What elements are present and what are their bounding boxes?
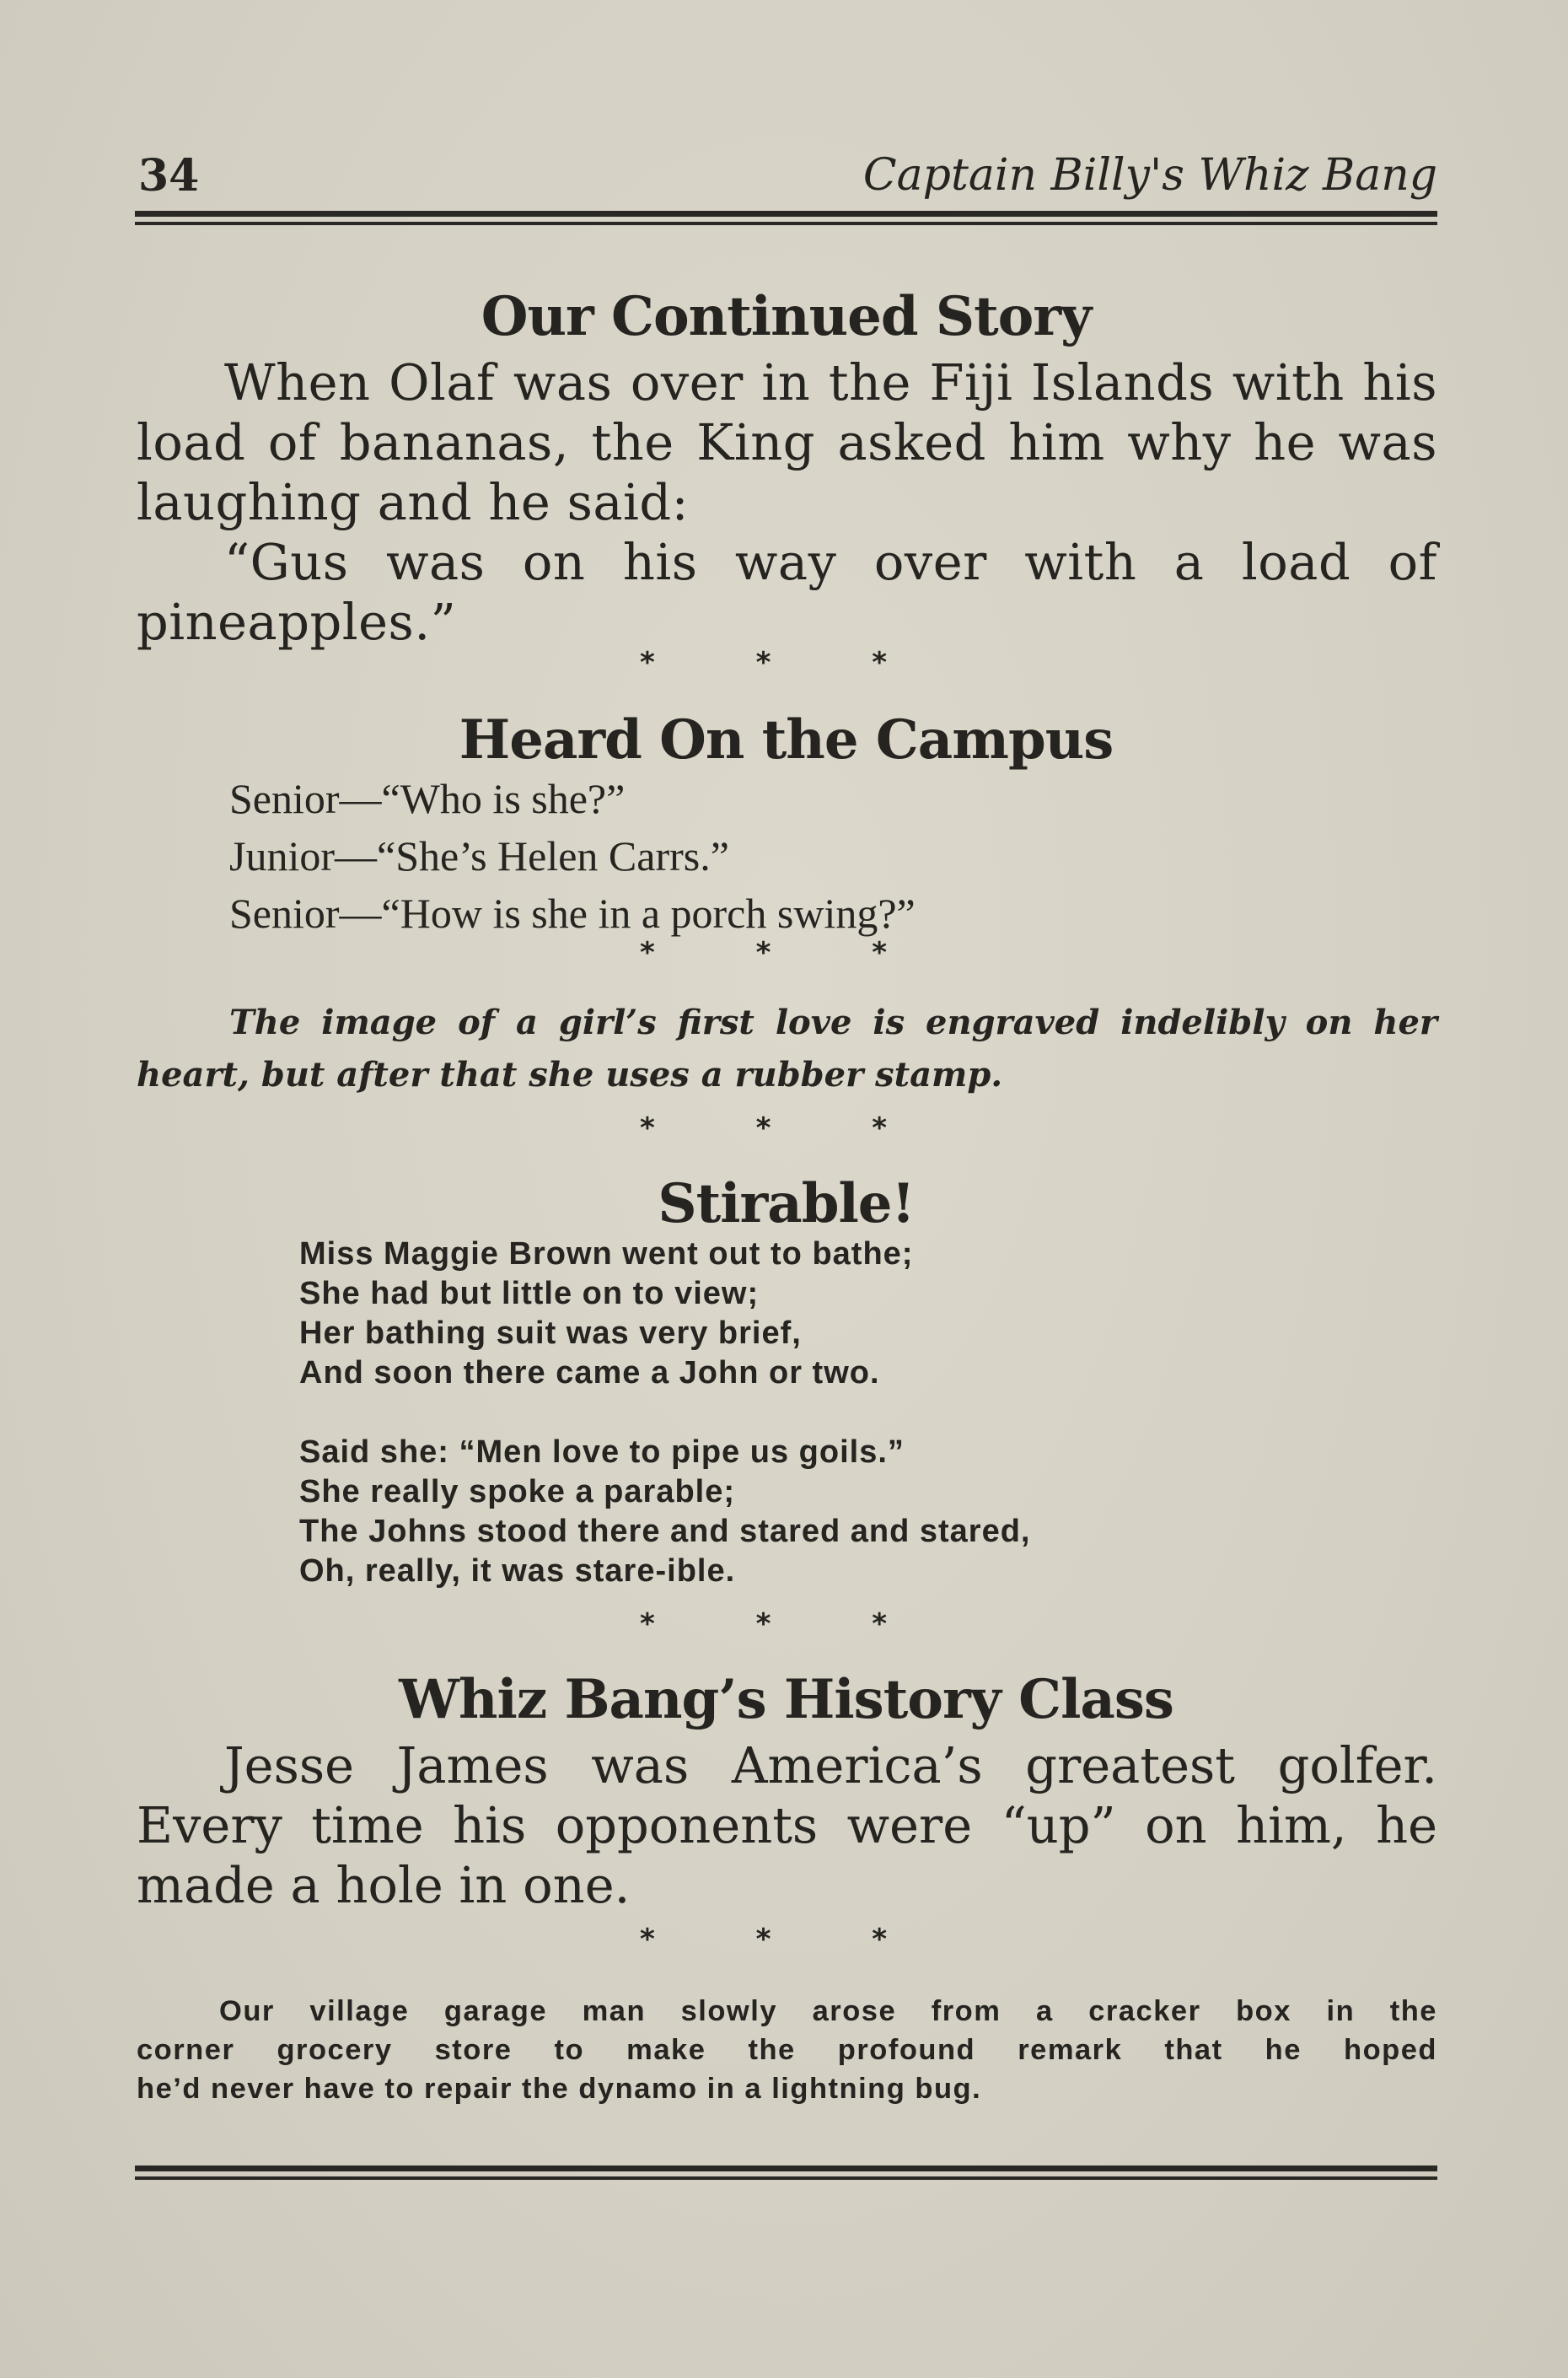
poem-line: The Johns stood there and stared and stared, — [299, 1514, 1031, 1549]
garage-line: corner grocery store to make the profound remark that he hoped — [137, 2034, 1437, 2066]
campus-title: Heard On the Campus — [459, 708, 1114, 772]
garage-line: Our village garage man slowly arose from a cracker box in the — [219, 1995, 1437, 2027]
story-body — [137, 352, 1437, 652]
separator-stars: * * * — [639, 936, 932, 970]
separator-stars: * * * — [639, 1111, 932, 1145]
page-number: 34 — [138, 150, 200, 202]
poem-line: She really spoke a parable; — [299, 1474, 736, 1509]
poem-line: And soon there came a John or two. — [299, 1355, 880, 1391]
poem-line: Miss Maggie Brown went out to bathe; — [299, 1236, 914, 1272]
stirable-poem — [299, 1235, 1311, 1631]
footer-rule — [135, 2165, 1437, 2180]
page-header — [135, 145, 1437, 204]
separator-stars: * * * — [639, 1923, 932, 1956]
separator-stars: * * * — [639, 1607, 932, 1641]
poem-line: Said she: “Men love to pipe us goils.” — [299, 1434, 905, 1470]
poem-stanza — [299, 1235, 1311, 1393]
header-rule — [135, 211, 1437, 225]
campus-dialogue — [229, 770, 1325, 942]
stirable-title: Stirable! — [658, 1172, 915, 1235]
poem-line: She had but little on to view; — [299, 1276, 760, 1311]
running-title: Captain Billy's Whiz Bang — [862, 150, 1437, 201]
poem-line: Oh, really, it was stare-ible. — [299, 1553, 736, 1589]
dialogue-line: Senior—“Who is she?” — [229, 775, 626, 822]
history-body — [137, 1735, 1437, 1915]
history-paragraph: Jesse James was America’s greatest golfer. Every time his opponents were “up” on him, he made a hole in one. — [137, 1736, 1437, 1914]
garage-line: he’d never have to repair the dynamo in a lightning bug. — [137, 2073, 982, 2105]
separator-stars: * * * — [639, 646, 932, 680]
poem-line: Her bathing suit was very brief, — [299, 1315, 802, 1351]
history-title: Whiz Bang’s History Class — [399, 1668, 1173, 1731]
poem-stanza — [299, 1433, 1311, 1591]
garage-paragraph — [137, 1992, 1437, 2108]
story-paragraph: When Olaf was over in the Fiji Islands with his load of bananas, the King asked him why he was laughing and he said: — [137, 353, 1437, 531]
story-paragraph: “Gus was on his way over with a load of pineapples.” — [137, 533, 1437, 651]
dialogue-line: Junior—“She’s Helen Carrs.” — [229, 832, 729, 880]
joke-text: The image of a girl’s first love is engraved indelibly on her heart, but after that she uses a rubber stamp. — [137, 1003, 1437, 1095]
story-title: Our Continued Story — [481, 285, 1092, 348]
dialogue-line: Senior—“How is she in a porch swing?” — [229, 890, 916, 937]
